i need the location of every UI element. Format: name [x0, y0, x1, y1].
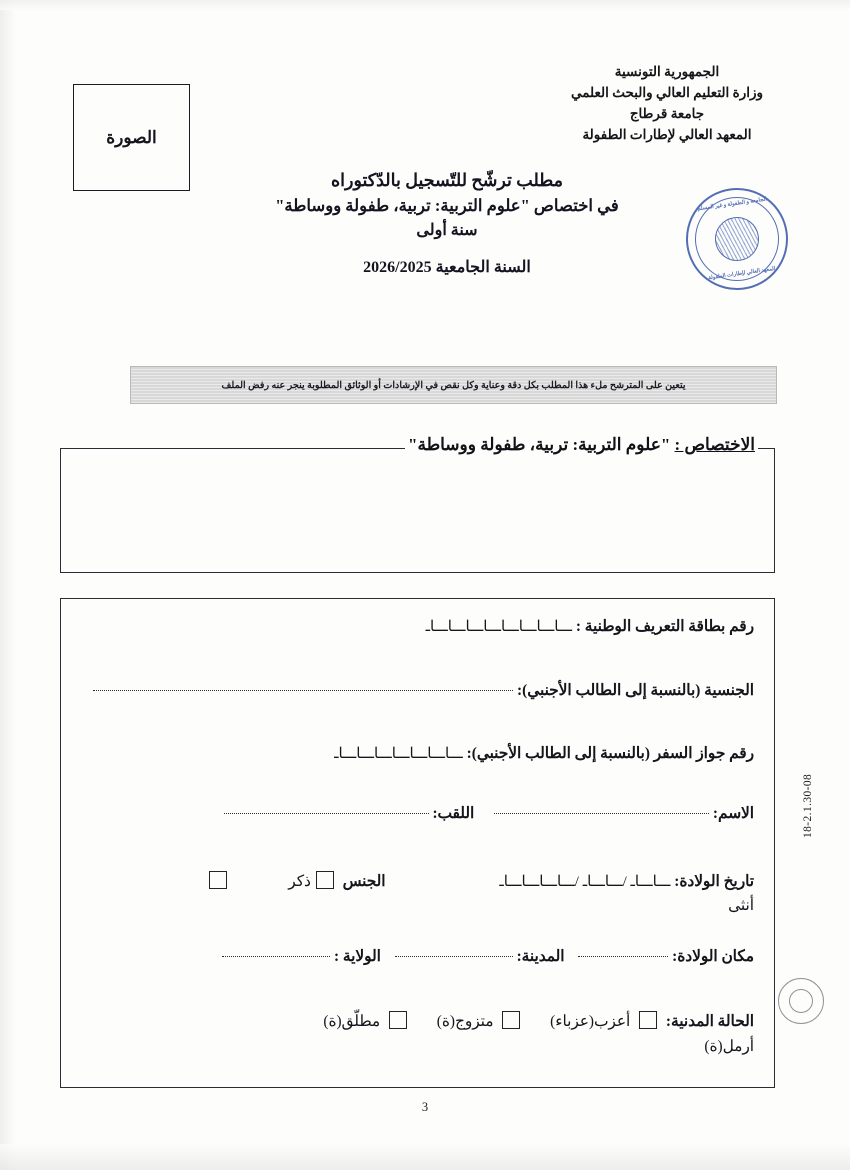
photo-box: [73, 84, 190, 191]
marital-divorced-label: مطلّق(ة): [323, 1013, 381, 1030]
nationality-input[interactable]: [93, 690, 513, 691]
marital-divorced-checkbox[interactable]: [389, 1011, 407, 1029]
row-marital-widow: [81, 1037, 754, 1056]
first-name-input[interactable]: [494, 813, 709, 814]
photo-box-label: الصورة: [106, 127, 157, 147]
ministry-line-3: جامعة قرطاج: [629, 105, 705, 121]
side-reference-code: 18-2.1.30-08: [802, 773, 814, 838]
title-specialty: في اختصاص "علوم التربية: تربية، طفولة ووساطة": [275, 196, 619, 215]
marital-married-label: متزوج(ة): [436, 1013, 494, 1030]
marital-single-label: أعزب(عزباء): [550, 1013, 631, 1030]
row-birth-place: [81, 947, 754, 966]
birth-place-input[interactable]: [578, 956, 668, 957]
document-title-block: [262, 170, 632, 277]
stamp-top-text: الجامعة و الطفولة و غير المسلم: [697, 196, 768, 213]
scan-edge-left: [0, 0, 16, 1170]
nationality-label: الجنسية (بالنسبة إلى الطالب الأجنبي):: [517, 682, 754, 699]
gender-female-label: أنثى: [728, 897, 754, 914]
identity-box: [60, 598, 775, 1088]
gender-group: [204, 873, 385, 890]
passport-label: رقم جواز السفر (بالنسبة إلى الطالب الأجنبي):: [466, 745, 754, 762]
marital-single-checkbox[interactable]: [639, 1011, 657, 1029]
academic-year-label: السنة الجامعية: [435, 259, 531, 276]
gender-female-label-row: [81, 896, 754, 915]
marital-status-label: الحالة المدنية:: [665, 1013, 754, 1030]
title-year-level: سنة أولى: [416, 222, 478, 239]
stamp-bottom-text: المعهد العالي لإطارات الطفولة: [707, 265, 776, 282]
notice-banner: [130, 366, 777, 404]
birth-city-label: المدينة:: [516, 948, 565, 965]
specialty-box: [60, 435, 775, 573]
marital-widow-label: أرمل(ة): [704, 1038, 754, 1055]
national-id-input[interactable]: ـــاـــاـــاـــاـــاـــاـــاـــاـ: [425, 619, 573, 635]
gender-label: الجنس: [342, 873, 386, 890]
page-title: مطلب ترشّح للتّسجيل بالدّكتوراه: [330, 170, 564, 190]
gender-male-checkbox[interactable]: [316, 871, 334, 889]
ministry-header: [522, 62, 812, 146]
birth-state-input[interactable]: [222, 956, 330, 957]
gender-male-label: ذكر: [288, 873, 311, 890]
specialty-label: الاختصاص :: [674, 435, 755, 454]
passport-input[interactable]: ـــاـــاـــاـــاـــاـــاـــاـ: [334, 746, 463, 762]
row-national-id: [81, 617, 754, 636]
stamp-emblem: [712, 214, 762, 264]
page-number: 3: [421, 1100, 429, 1114]
last-name-input[interactable]: [224, 813, 429, 814]
row-name: [81, 804, 754, 823]
birth-place-label: مكان الولادة:: [672, 948, 754, 965]
gender-female-checkbox[interactable]: [209, 871, 227, 889]
side-stamp-icon: [778, 978, 824, 1024]
ministry-line-4: المعهد العالي لإطارات الطفولة: [582, 126, 752, 142]
scan-edge-top: [0, 0, 850, 10]
gender-option-male[interactable]: [284, 873, 338, 890]
row-birth-gender: [81, 871, 754, 891]
gender-option-female[interactable]: [204, 873, 232, 890]
ministry-line-1: الجمهورية التونسية: [614, 64, 720, 79]
national-id-label: رقم بطاقة التعريف الوطنية :: [575, 618, 754, 635]
birth-date-label: تاريخ الولادة:: [674, 873, 754, 890]
birth-city-input[interactable]: [395, 956, 513, 957]
last-name-label: اللقب:: [432, 805, 475, 822]
specialty-value: "علوم التربية: تربية، طفولة ووساطة": [408, 435, 671, 454]
scan-edge-bottom: [0, 1144, 850, 1170]
birth-date-input[interactable]: ـــاـــاـ /ـــاـــاـ /ـــاـــاـــاـــاـ: [499, 874, 671, 890]
birth-state-label: الولاية :: [333, 948, 381, 965]
row-marital-status: [81, 1011, 754, 1031]
row-passport: [81, 744, 754, 763]
specialty-heading: [405, 435, 758, 455]
ministry-line-2: وزارة التعليم العالي والبحث العلمي: [570, 84, 764, 100]
first-name-label: الاسم:: [712, 805, 754, 822]
notice-text: يتعين على المترشح ملء هذا المطلب بكل دقة وعناية وكل نقص في الإرشادات أو الوثائق المطلوبة ينجر عنه رفض الملف: [221, 379, 686, 391]
academic-year: [262, 257, 632, 277]
academic-year-value: 2026/2025: [363, 259, 432, 276]
marital-married-checkbox[interactable]: [502, 1011, 520, 1029]
official-stamp-icon: [679, 181, 794, 296]
row-nationality: [81, 681, 754, 700]
